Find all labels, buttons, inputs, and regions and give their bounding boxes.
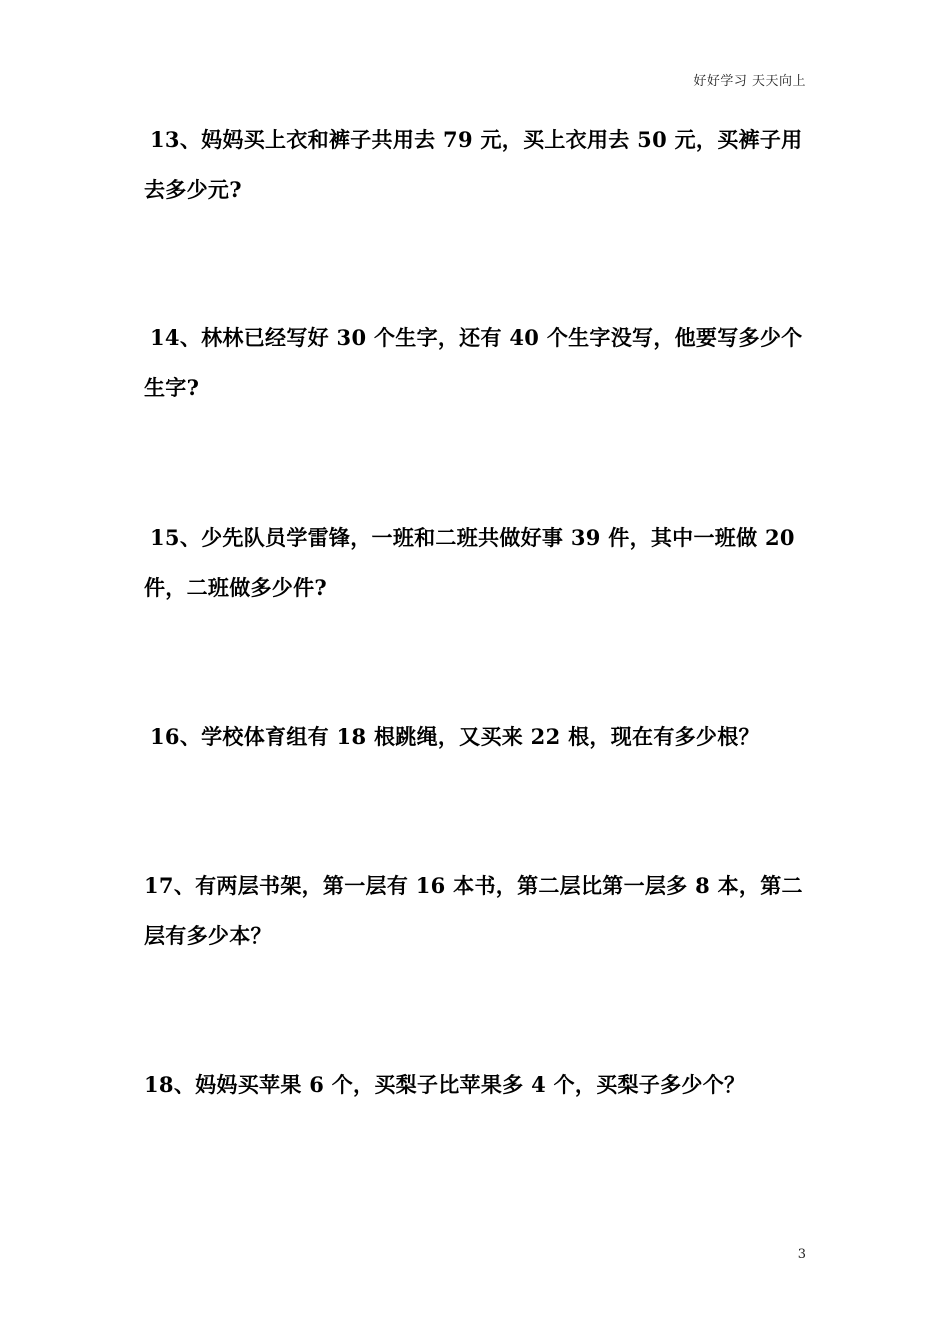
- question-text-line: 16、学校体育组有 18 根跳绳，又买来 22 根，现在有多少根？: [150, 724, 760, 749]
- question-17: [144, 861, 812, 961]
- question-text-line: 17、有两层书架，第一层有 16 本书，第二层比第一层多 8 本，第二: [144, 873, 803, 898]
- question-16: [144, 712, 812, 762]
- question-18: [144, 1060, 812, 1110]
- question-text-line: 13、妈妈买上衣和裤子共用去 79 元，买上衣用去 50 元，买裤子用: [150, 127, 803, 152]
- question-text-line: 生字?: [144, 375, 200, 400]
- question-15: [144, 513, 812, 613]
- page-number: 3: [797, 1247, 806, 1262]
- question-text-line: 14、林林已经写好 30 个生字，还有 40 个生字没写，他要写多少个: [150, 325, 803, 350]
- question-text-line: 18、妈妈买苹果 6 个，买梨子比苹果多 4 个，买梨子多少个？: [144, 1072, 746, 1097]
- question-13: [144, 115, 812, 215]
- question-text-line: 去多少元?: [144, 177, 242, 202]
- question-14: [144, 313, 812, 413]
- question-text-line: 15、少先队员学雷锋，一班和二班共做好事 39 件，其中一班做 20: [150, 525, 795, 550]
- question-text-line: 层有多少本？: [144, 923, 272, 948]
- question-text-line: 件，二班做多少件?: [144, 575, 328, 600]
- page-header: 好好学习 天天向上: [693, 74, 806, 89]
